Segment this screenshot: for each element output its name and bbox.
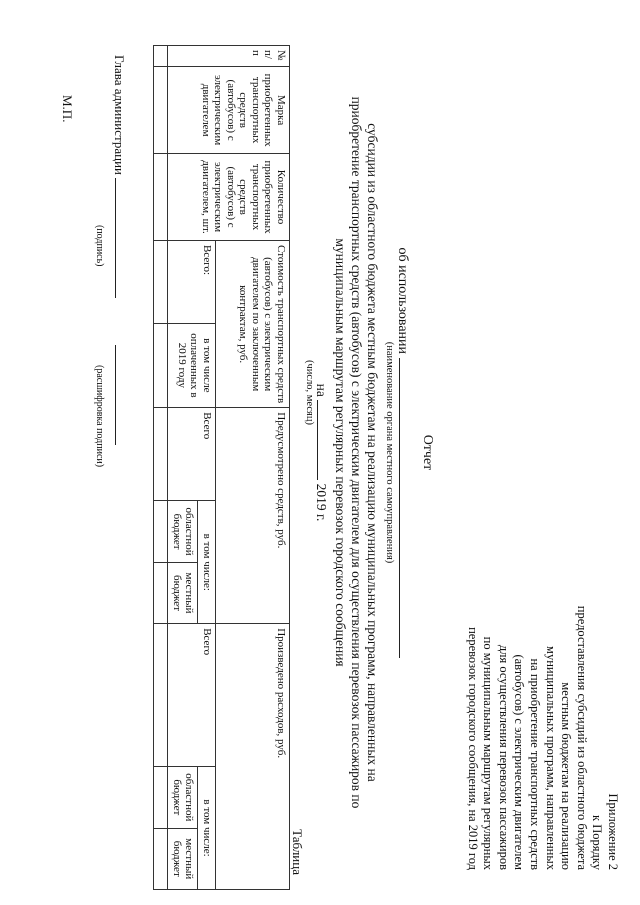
appendix-line: местным бюджетам на реализацию: [559, 682, 574, 870]
header-quantity: Количество приобретенных транспортных средств (автобусов) с электрическим двигателем, шт.: [168, 154, 290, 241]
appendix-line: на приобретение транспортных средств: [528, 658, 543, 870]
header-planned-regional: областной бюджет: [168, 501, 198, 562]
header-spent-incl: в том числе:: [198, 767, 216, 890]
subsidy-line: приобретение транспортных средств (автобусов) с электрическим двигателем для осуществления перевозок пассажиров по: [349, 96, 364, 809]
table-cell[interactable]: [154, 562, 168, 623]
header-spent-local: местный бюджет: [168, 828, 198, 889]
appendix-line: муниципальных программ, направленных: [543, 646, 558, 870]
stamp-label: М.П.: [60, 95, 75, 123]
date-blank-field[interactable]: [317, 400, 332, 480]
head-label: Глава администрации: [112, 55, 127, 176]
appendix-line: к Порядку: [590, 815, 605, 870]
authority-hint: (наименование органа местного самоуправления): [384, 341, 395, 564]
header-number: № п/п: [168, 46, 290, 67]
date-prefix: на: [314, 383, 329, 397]
table-cell[interactable]: [154, 828, 168, 889]
authority-blank-field[interactable]: [399, 358, 414, 658]
appendix-block: [464, 350, 620, 870]
header-spent: Произведено расходов, руб.: [216, 624, 290, 890]
usage-line: [394, 0, 414, 905]
table-label: Таблица: [290, 829, 305, 875]
header-spent-regional: областной бюджет: [168, 767, 198, 828]
appendix-line: (автобусов) с электрическим двигателем: [512, 654, 527, 870]
appendix-line: по муниципальным маршрутам регулярных: [481, 636, 496, 870]
subsidy-line: муниципальным маршрутам регулярных перевозок городского сообщения: [333, 238, 348, 667]
header-planned: Предусмотрено средств, руб.: [216, 408, 290, 624]
table-cell[interactable]: [154, 624, 168, 767]
decode-hint: (расшифровка подписи): [94, 365, 105, 468]
table-cell[interactable]: [154, 46, 168, 67]
report-title: Отчет: [420, 434, 435, 471]
header-cost-paid: в том числе оплаченных в 2019 году: [168, 323, 216, 408]
usage-prefix: об использовании: [395, 247, 410, 355]
header-brand: Марка приобретенных транспортных средств (автобусов) с электрическим двигателем: [168, 67, 290, 154]
date-line: [313, 0, 332, 905]
table-cell[interactable]: [154, 241, 168, 324]
table-cell[interactable]: [154, 67, 168, 154]
header-cost-total: Всего:: [168, 241, 216, 324]
table-row: [154, 46, 168, 890]
table-cell[interactable]: [154, 408, 168, 501]
sign-hint: (подпись): [94, 225, 105, 267]
header-planned-incl: в том числе:: [198, 501, 216, 624]
subsidy-line: субсидии из областного бюджета местным бюджетам на реализацию муниципальных программ, направленных на: [365, 123, 380, 782]
decode-blank-field[interactable]: [115, 345, 130, 445]
table-cell[interactable]: [154, 154, 168, 241]
table-cell[interactable]: [154, 767, 168, 828]
table-header-row: [216, 46, 290, 890]
appendix-line: для осуществления перевозок пассажиров: [496, 644, 511, 870]
report-table: [154, 45, 291, 890]
date-year: 2019 г.: [314, 483, 329, 522]
date-hint: (число, месяц): [304, 360, 315, 425]
appendix-line: предоставления субсидий из областного бюджета: [574, 605, 589, 870]
table-cell[interactable]: [154, 323, 168, 408]
table-cell[interactable]: [154, 501, 168, 562]
signature-blank-field[interactable]: [115, 178, 130, 298]
header-spent-total: Всего: [168, 624, 216, 767]
appendix-line: Приложение 2: [606, 793, 620, 870]
signature-line: [111, 55, 130, 445]
appendix-line: перевозок городского сообщения, на 2019 год: [465, 627, 480, 870]
header-cost: Стоимость транспортных средств (автобусов) с электрическим двигателем по заключенным контрактам, руб.: [216, 241, 290, 408]
header-planned-local: местный бюджет: [168, 562, 198, 623]
header-planned-total: Всего: [168, 408, 216, 501]
